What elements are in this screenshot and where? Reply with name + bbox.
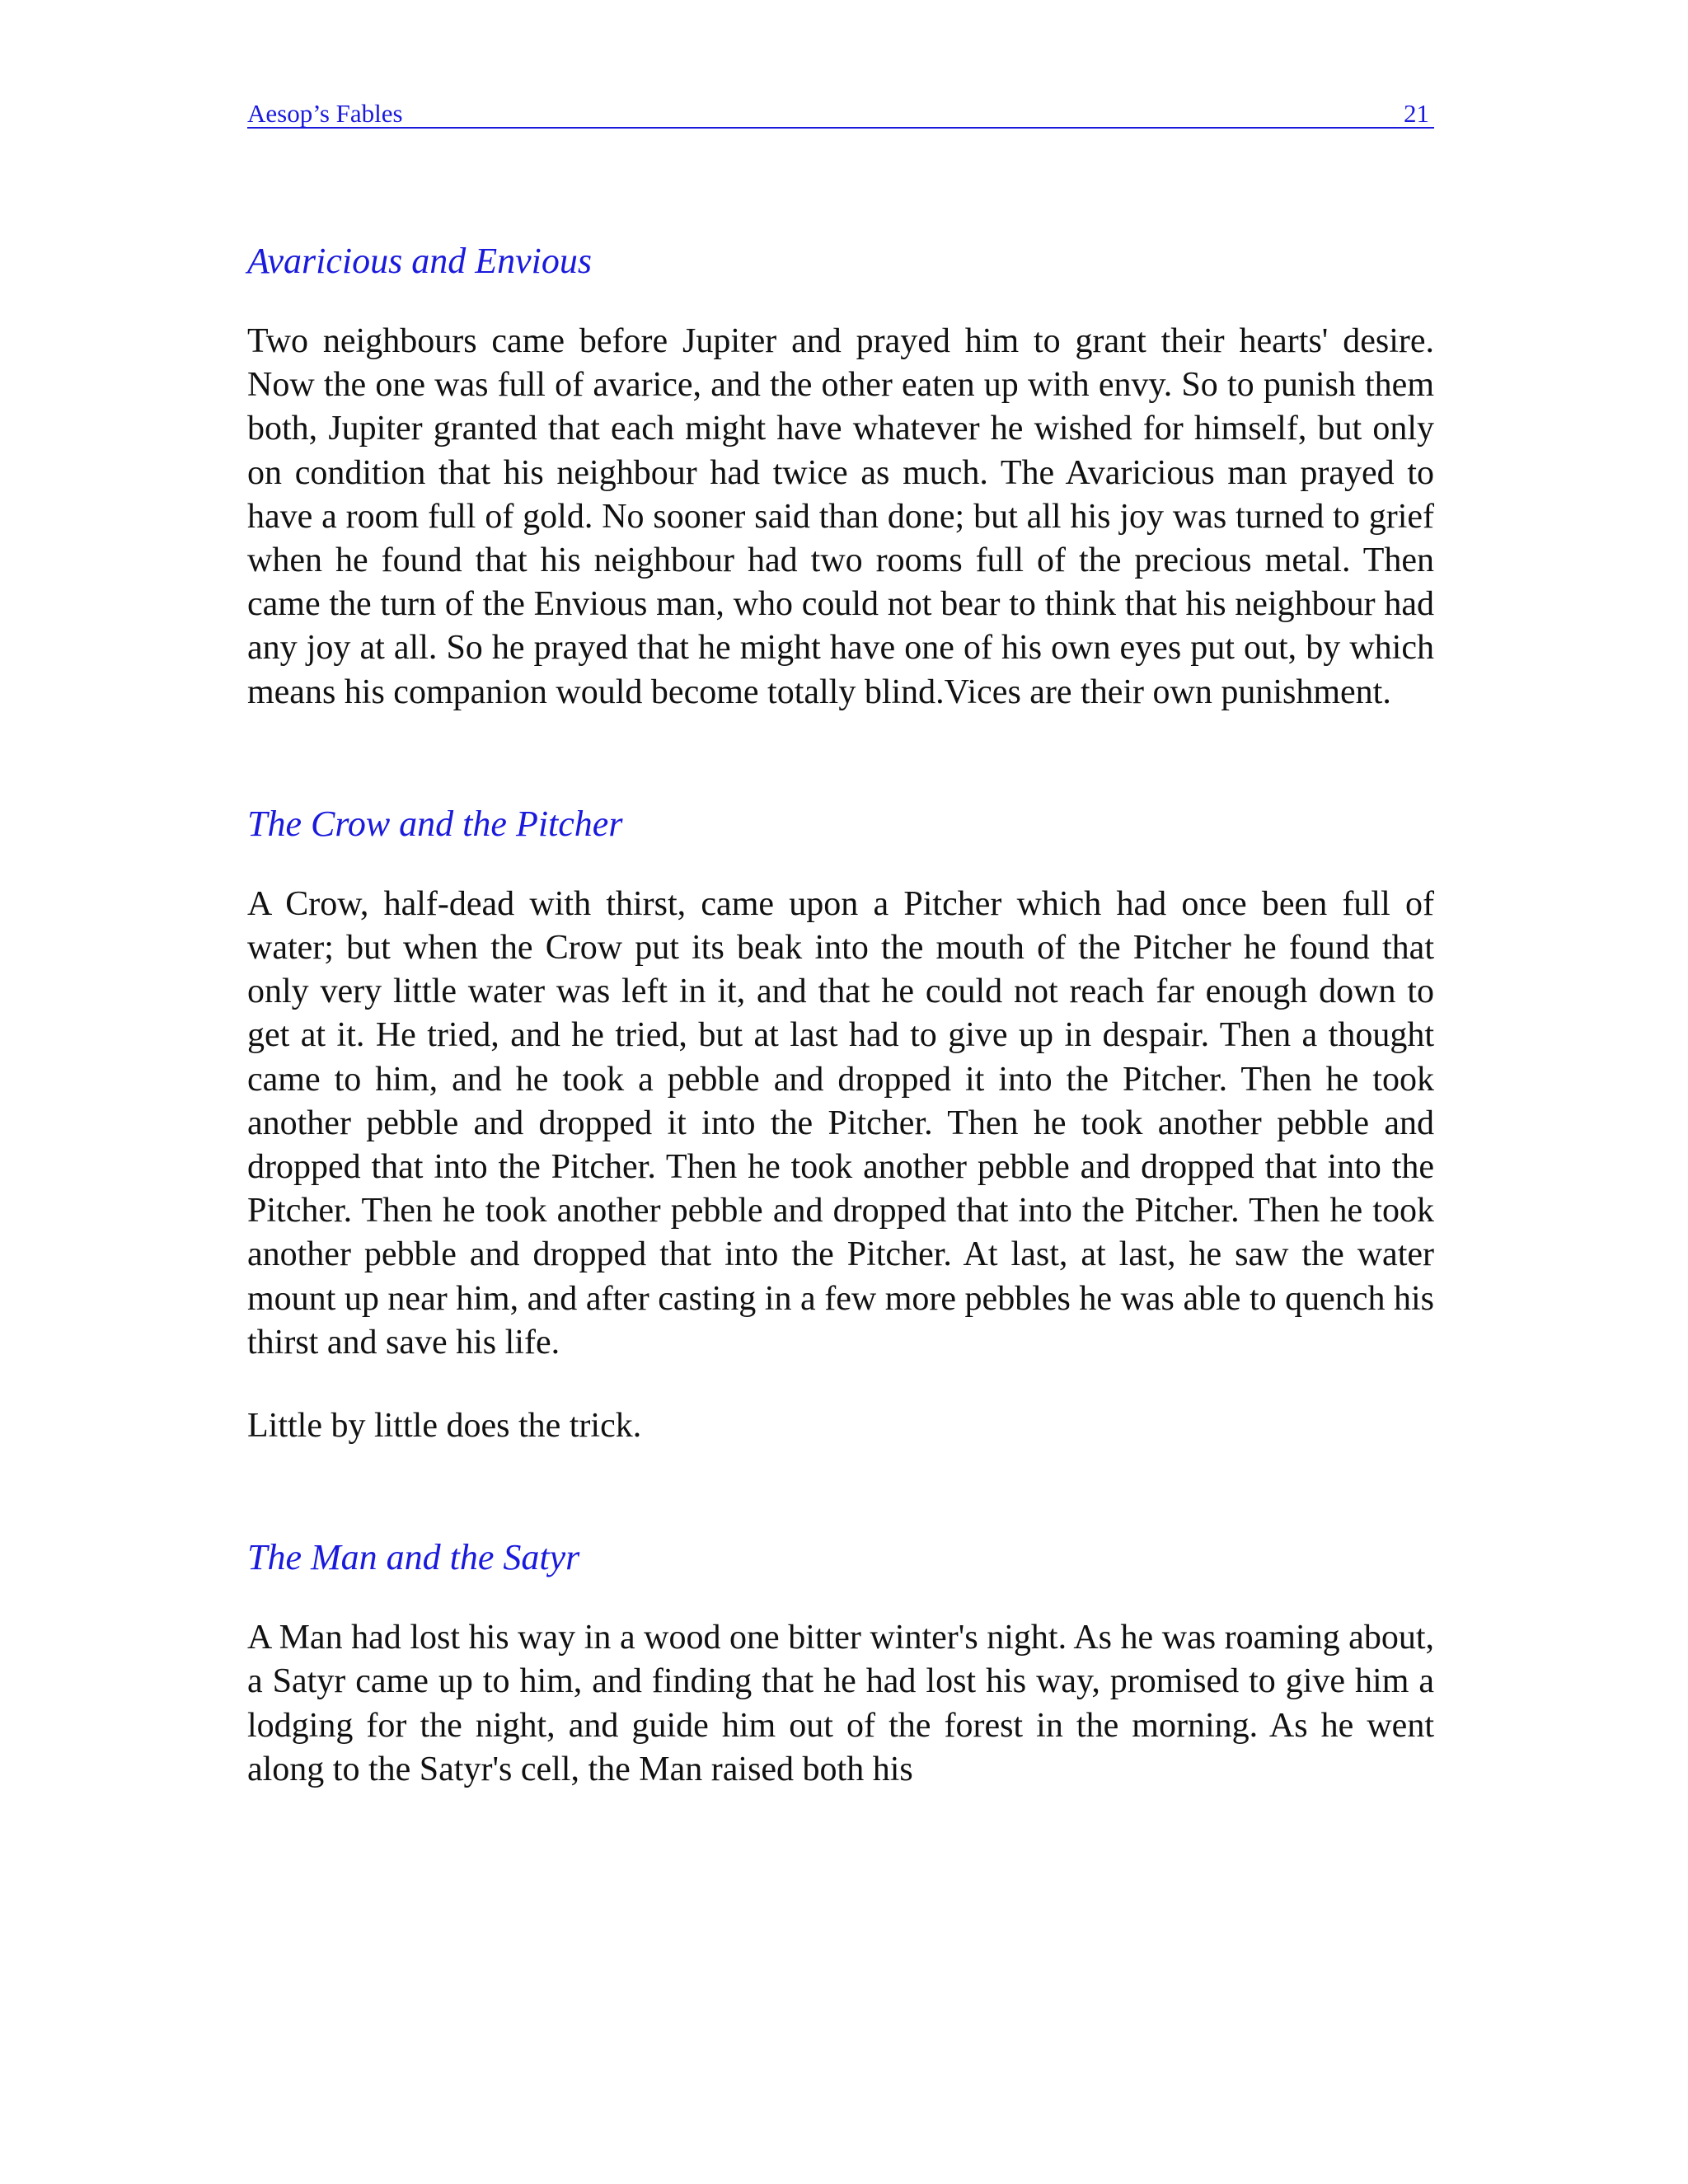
- fable-title: The Man and the Satyr: [247, 1537, 580, 1578]
- fable-body: A Crow, half-dead with thirst, came upon a Pitcher which had once been full of water; but when the Crow put its beak into the mouth of the Pitcher he found that only very little water was left in it, and that he could not reach far enough down to get at it. He tried, and he tried, but at last had to give up in despair. Then a thought came to him, and he took a pebble and dropped it into the Pitcher. Then he took another pebble and dropped it into the Pitcher. Then he took another pebble and dropped that into the Pitcher. Then he took another pebble and dropped that into the Pitcher. Then he took another pebble and dropped that into the Pitcher. Then he took another pebble and dropped that into the Pitcher. At last, at last, he saw the water mount up near him, and after casting in a few more pebbles he was able to quench his thirst and save his life.: [247, 884, 1434, 1361]
- fable-man-and-satyr: [247, 1535, 1434, 1792]
- fable-crow-and-pitcher: [247, 802, 1434, 1448]
- fable-body: Two neighbours came before Jupiter and prayed him to grant their hearts' desire. Now the one was full of avarice, and the other eaten up with envy. So to punish them both, Jupiter granted that each might have whatever he wished for himself, but only on condition that his neighbour had twice as much. The Avaricious man prayed to have a room full of gold. No sooner said than done; but all his joy was turned to grief when he found that his neighbour had two rooms full of the precious metal. Then came the turn of the Envious man, who could not bear to think that his neighbour had any joy at all. So he prayed that he might have one of his own eyes put out, by which means his companion would become totally blind.Vices are their own punishment.: [247, 322, 1434, 711]
- fable-avaricious-and-envious: [247, 239, 1434, 715]
- section-spacer: [247, 715, 1434, 802]
- fable-title: The Crow and the Pitcher: [247, 803, 623, 844]
- header-page-number: 21: [1404, 99, 1429, 128]
- fable-title: Avaricious and Envious: [247, 241, 592, 281]
- fable-moral: Little by little does the trick.: [247, 1407, 642, 1446]
- section-spacer: [247, 1448, 1434, 1535]
- header-rule: [247, 127, 1434, 129]
- fable-body: A Man had lost his way in a wood one bitter winter's night. As he was roaming about, a Satyr came up to him, and finding that he had lost his way, promised to give him a lodging for the night, and guide him out of the forest in the morning. As he went along to the Satyr's cell, the Man raised both his: [247, 1619, 1434, 1788]
- header-book-title: Aesop’s Fables: [247, 99, 403, 128]
- page-content: [247, 239, 1434, 1792]
- running-header: [247, 97, 1434, 130]
